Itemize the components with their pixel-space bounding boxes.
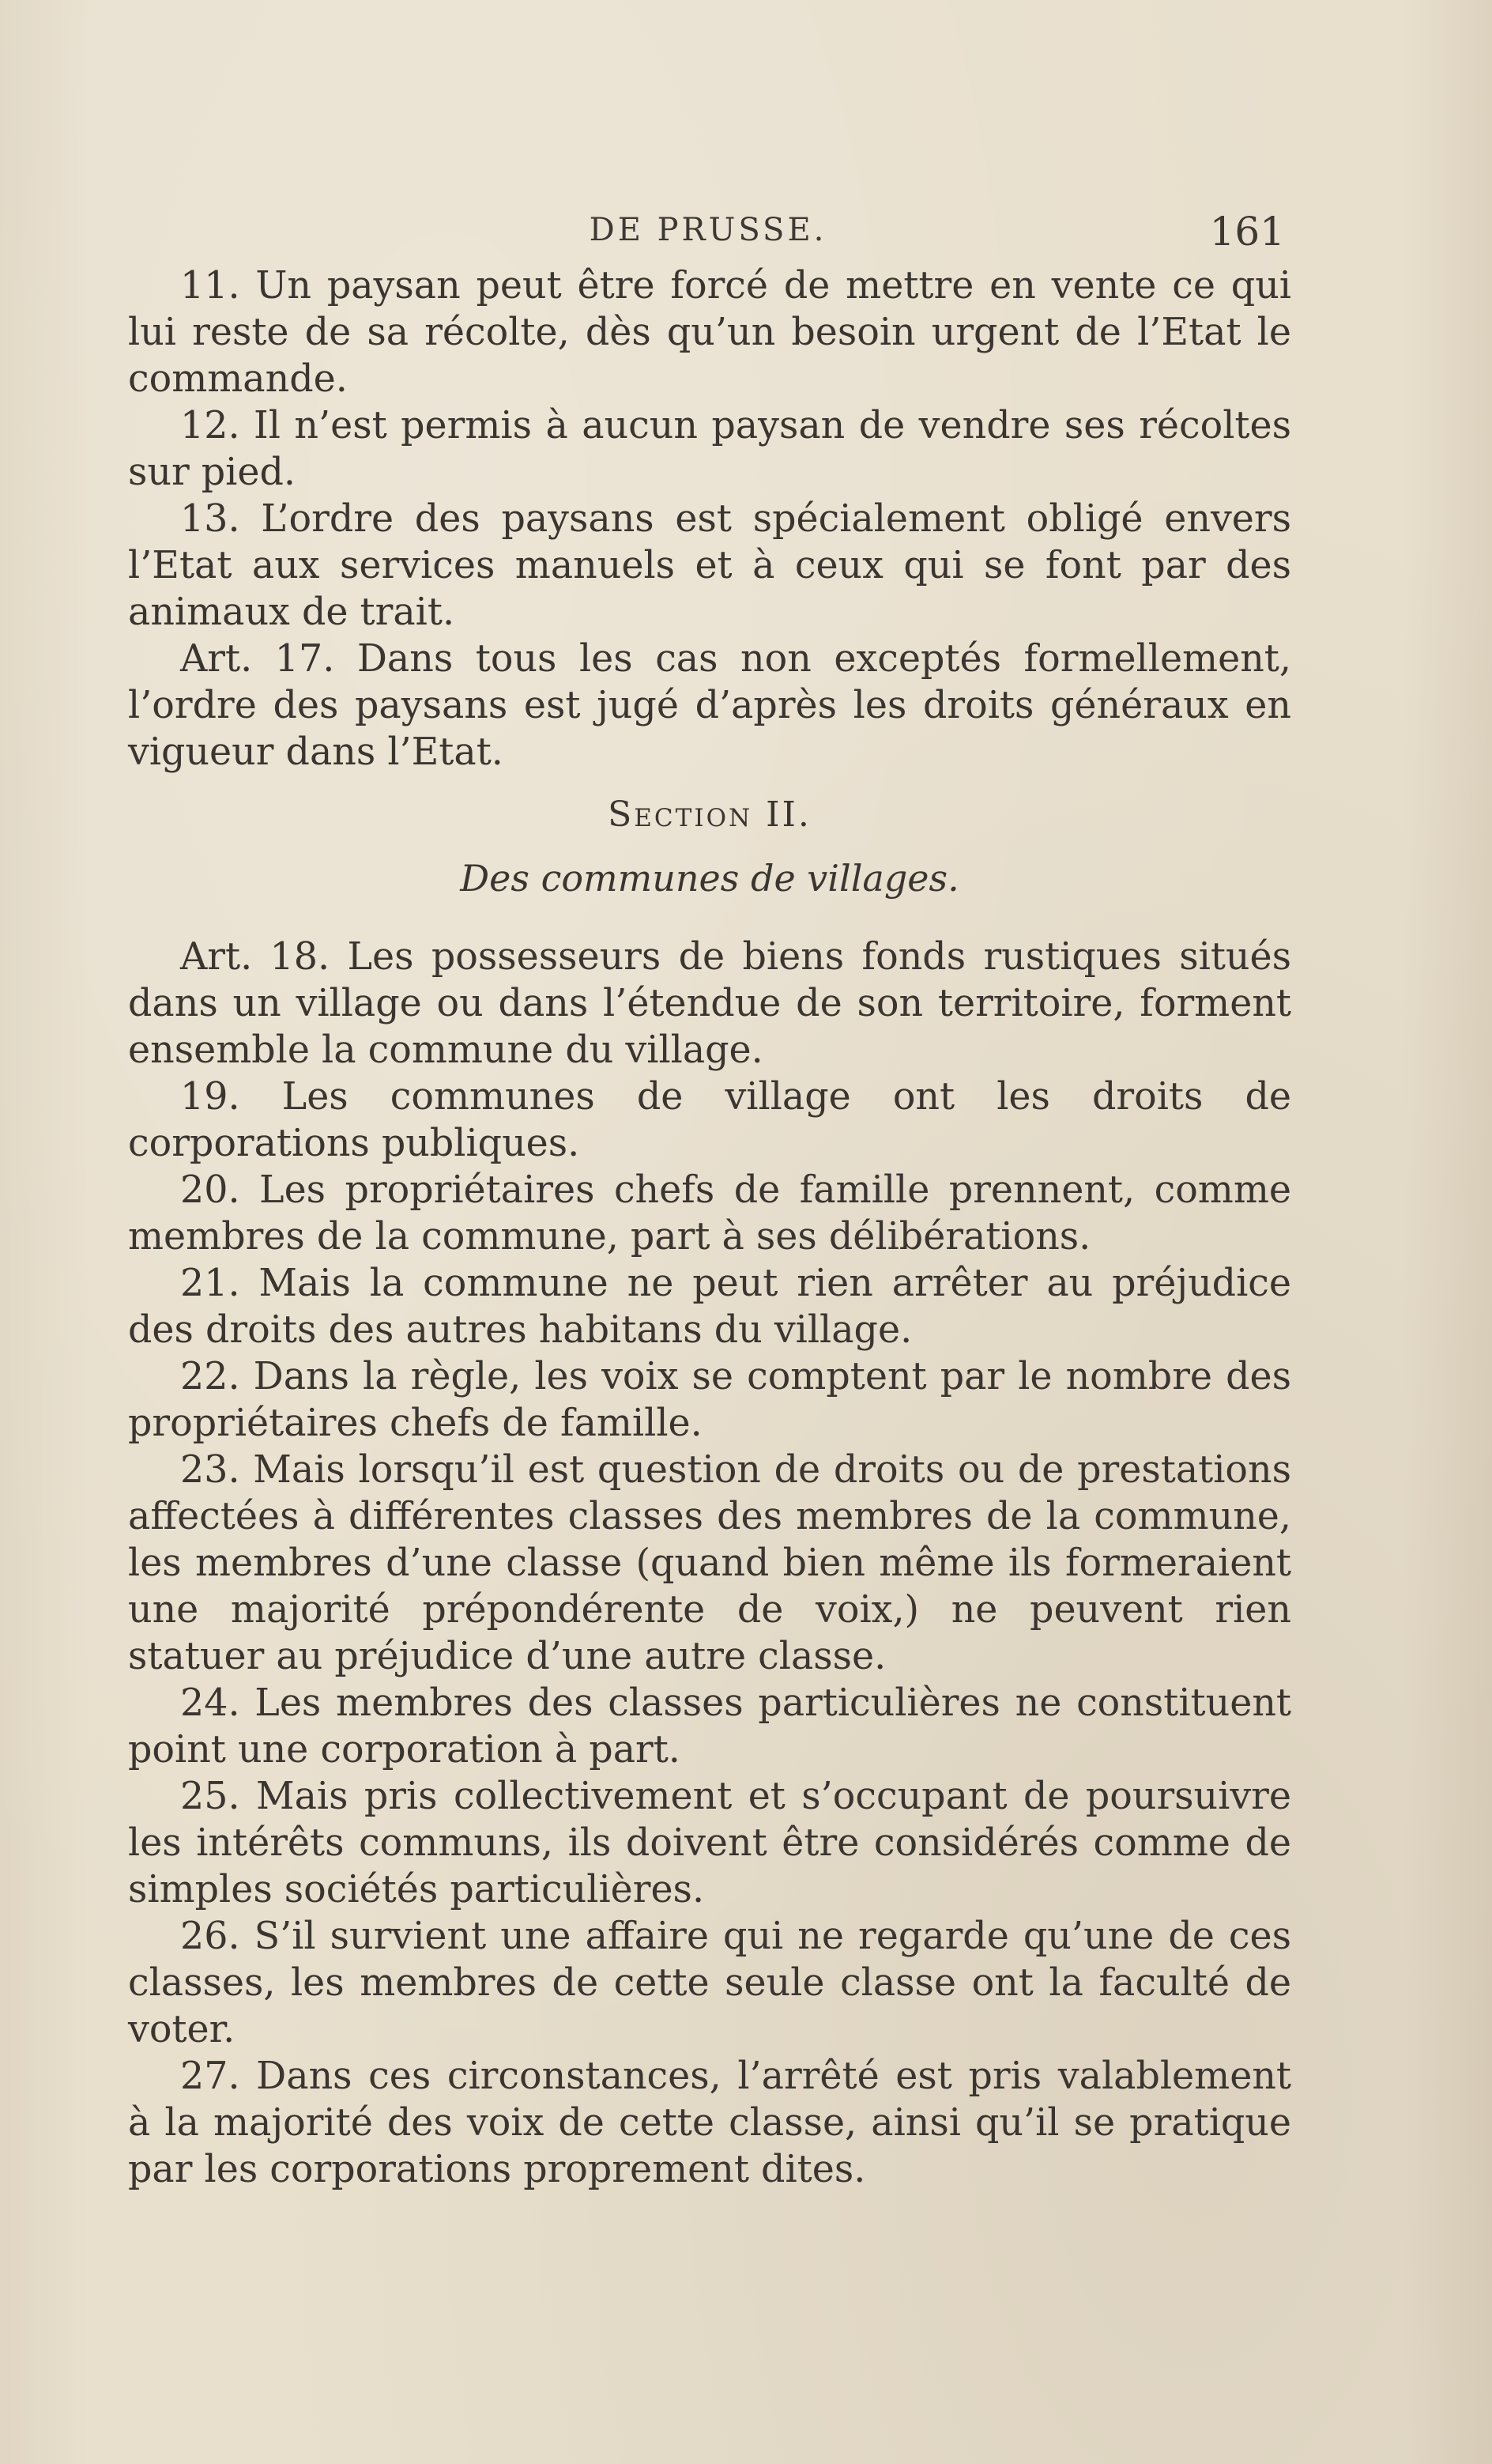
running-head bbox=[126, 209, 1290, 259]
paragraph-article-23: 23. Mais lorsqu’il est question de droits ou de prestations affectées à différentes classes des membres de la commune, les membres d’une classe (quand bien même ils formeraient une majorité prépondérente de voix,) ne peuvent rien statuer au préjudice d’une autre classe. bbox=[128, 1448, 1291, 1678]
section-heading: Section II. bbox=[608, 794, 812, 835]
section-subheading: Des communes de villages. bbox=[460, 857, 959, 900]
paragraph-article-22: 22. Dans la règle, les voix se comptent par le nombre des propriétaires chefs de famille. bbox=[128, 1355, 1291, 1445]
paragraph-article-13: 13. L’ordre des paysans est spécialement obligé envers l’Etat aux services manuels et à ceux qui se font par des animaux de trait. bbox=[128, 497, 1291, 634]
paragraph-article-17: Art. 17. Dans tous les cas non exceptés formellement, l’ordre des paysans est jugé d’après les droits généraux en vigueur dans l’Etat. bbox=[128, 637, 1291, 774]
paragraph-article-18: Art. 18. Les possesseurs de biens fonds rustiques situés dans un village ou dans l’étendue de son territoire, forment ensemble la commune du village. bbox=[128, 935, 1291, 1072]
paragraph-article-12: 12. Il n’est permis à aucun paysan de vendre ses récoltes sur pied. bbox=[128, 404, 1291, 494]
page-number: 161 bbox=[1209, 209, 1285, 255]
running-title: DE PRUSSE. bbox=[589, 212, 827, 248]
paragraph-article-26: 26. S’il survient une affaire qui ne regarde qu’une de ces classes, les membres de cette seule classe ont la faculté de voter. bbox=[128, 1915, 1291, 2051]
paragraph-article-27: 27. Dans ces circonstances, l’arrêté est pris valablement à la majorité des voix de cette classe, ainsi qu’il se pratique par les corporations proprement dites. bbox=[128, 2055, 1291, 2191]
body-text bbox=[128, 262, 1291, 2193]
paragraph-article-20: 20. Les propriétaires chefs de famille prennent, comme membres de la commune, part à ses délibérations. bbox=[128, 1168, 1291, 1258]
paragraph-article-19: 19. Les communes de village ont les droits de corporations publiques. bbox=[128, 1075, 1291, 1165]
paragraph-article-25: 25. Mais pris collectivement et s’occupant de poursuivre les intérêts communs, ils doivent être considérés comme de simples sociétés particulières. bbox=[128, 1775, 1291, 1911]
paragraph-article-24: 24. Les membres des classes particulières ne constituent point une corporation à part. bbox=[128, 1681, 1291, 1772]
paragraph-article-11: 11. Un paysan peut être forcé de mettre en vente ce qui lui reste de sa récolte, dès qu’un besoin urgent de l’Etat le commande. bbox=[128, 264, 1291, 401]
paragraph-article-21: 21. Mais la commune ne peut rien arrêter au préjudice des droits des autres habitans du village. bbox=[128, 1262, 1291, 1352]
